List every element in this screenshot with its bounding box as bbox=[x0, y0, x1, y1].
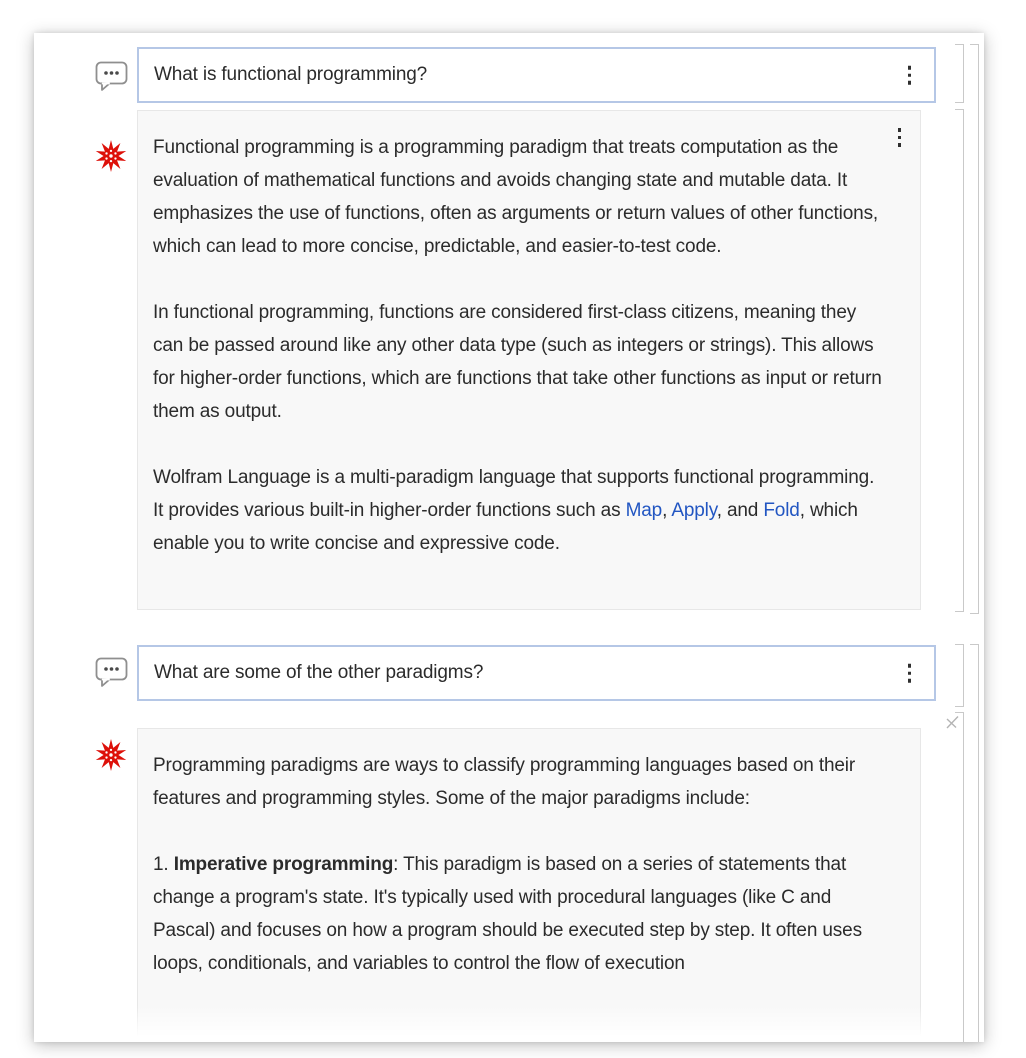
response-paragraph: Programming paradigms are ways to classify programming languages based on their features and programming styles. Some of the major paradigms include: bbox=[153, 755, 856, 809]
paragraph-text: , which enable you to write concise and expressive code. bbox=[153, 500, 858, 554]
map-function-link[interactable]: Map bbox=[625, 500, 663, 521]
cell-menu-icon[interactable] bbox=[905, 63, 915, 88]
chat-input-cell-1[interactable] bbox=[137, 47, 936, 103]
cell-menu-icon[interactable] bbox=[905, 661, 915, 686]
chat-input-2-text: What are some of the other paradigms? bbox=[154, 662, 484, 683]
wolfram-spikey-icon bbox=[95, 739, 129, 773]
cell-group-bracket-1[interactable] bbox=[970, 44, 979, 614]
cell-group-bracket-2[interactable] bbox=[970, 644, 979, 1042]
paragraph-text: : This paradigm is based on a series of statements that change a program's state. It's typically used with procedural languages (like C and Pascal) and focuses on how a program should be executed step by step. It often uses loops, conditionals, and variables to control the flow of execution bbox=[153, 854, 862, 974]
assistant-response-cell-1 bbox=[137, 110, 921, 610]
list-item-term: Imperative programming bbox=[173, 854, 394, 875]
notebook-page bbox=[34, 33, 984, 1042]
chat-input-1-text: What is functional programming? bbox=[154, 64, 428, 85]
paragraph-text: , and bbox=[716, 500, 764, 521]
assistant-response-cell-2 bbox=[137, 728, 921, 1042]
unfinished-cell-marker-icon bbox=[945, 714, 961, 737]
response-paragraph bbox=[153, 461, 882, 560]
cell-bracket-chat-1[interactable] bbox=[955, 44, 964, 103]
fold-function-link[interactable]: Fold bbox=[763, 500, 800, 521]
list-item-number: 1. bbox=[153, 854, 174, 875]
cell-bracket-chat-2[interactable] bbox=[955, 644, 964, 707]
wolfram-spikey-icon bbox=[95, 140, 129, 174]
cell-bracket-response-2[interactable] bbox=[955, 712, 964, 1042]
paragraph-text: Wolfram Language is a multi-paradigm language that supports functional programming. It provides various built-in higher-order functions such as bbox=[153, 467, 875, 521]
chat-bubble-icon bbox=[95, 61, 129, 95]
response-paragraph: In functional programming, functions are considered first-class citizens, meaning they can be passed around like any other data type (such as integers or strings). This allows for higher-order functions, which are functions that take other functions as input or return them as output. bbox=[153, 302, 882, 422]
cell-bracket-response-1[interactable] bbox=[955, 109, 964, 612]
cell-menu-icon[interactable] bbox=[895, 125, 905, 150]
paragraph-text: , bbox=[662, 500, 672, 521]
response-list-item bbox=[153, 848, 882, 980]
response-paragraph: Functional programming is a programming paradigm that treats computation as the evaluation of mathematical functions and avoids changing state and mutable data. It emphasizes the use of functions, often as arguments or return values of other functions, which can lead to more concise, predictable, and easier-to-test code. bbox=[153, 137, 879, 257]
apply-function-link[interactable]: Apply bbox=[671, 500, 717, 521]
chat-input-cell-2[interactable] bbox=[137, 645, 936, 701]
chat-bubble-icon bbox=[95, 657, 129, 691]
